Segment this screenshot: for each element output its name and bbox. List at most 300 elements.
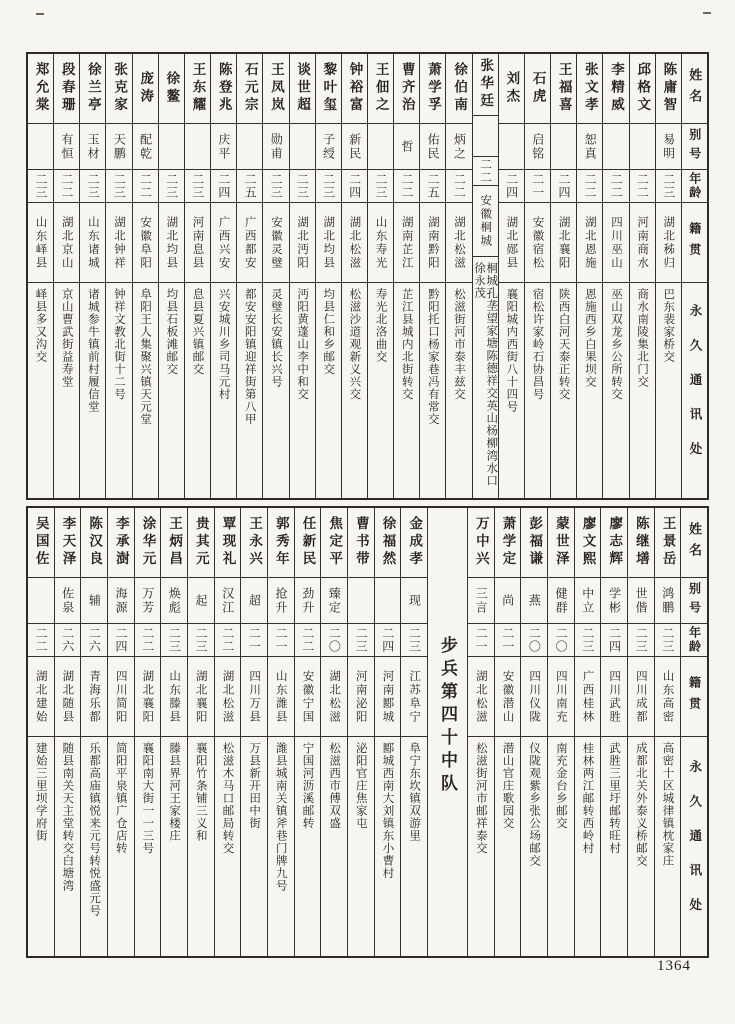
person-alias bbox=[28, 578, 54, 624]
person-name-text: 王永兴 bbox=[247, 516, 263, 569]
person-native-place bbox=[342, 203, 367, 283]
person-native-place-text: 湖北建始 bbox=[34, 669, 47, 724]
person-native-place bbox=[446, 203, 471, 283]
person-address bbox=[368, 283, 393, 498]
person-column bbox=[107, 508, 134, 956]
person-age-text: 二六 bbox=[60, 627, 75, 653]
person-alias bbox=[80, 124, 105, 170]
person-native-place bbox=[290, 203, 315, 283]
person-native-place bbox=[628, 657, 654, 737]
person-address-text: 简阳平泉镇广仓店转 bbox=[114, 742, 127, 855]
person-name-text: 刘杰 bbox=[504, 71, 520, 106]
person-native-place bbox=[80, 203, 105, 283]
person-alias bbox=[603, 124, 628, 170]
person-alias bbox=[446, 124, 471, 170]
person-name bbox=[161, 508, 187, 578]
person-name bbox=[468, 508, 494, 578]
header-age-text: 年龄 bbox=[687, 626, 702, 654]
person-age-text: 二五 bbox=[243, 173, 258, 199]
person-age-text: 二一 bbox=[474, 627, 489, 653]
person-address bbox=[525, 283, 550, 498]
scan-corner-mark-right bbox=[703, 12, 711, 14]
person-name-text: 彭福谦 bbox=[527, 516, 543, 569]
person-column bbox=[550, 54, 576, 498]
person-age bbox=[321, 624, 347, 657]
person-name-text: 李承澍 bbox=[113, 516, 129, 569]
person-address-text: 芷江县城内北街转交 bbox=[400, 288, 413, 401]
person-column bbox=[289, 54, 315, 498]
person-column bbox=[494, 508, 521, 956]
person-native-place-text: 湖南芷江 bbox=[400, 215, 413, 270]
person-native-place-text: 安徽桐城 bbox=[479, 194, 492, 249]
person-age-text: 二二 bbox=[400, 173, 414, 199]
person-name-text: 徐鳌 bbox=[164, 71, 180, 106]
person-alias-text: 玉材 bbox=[86, 132, 101, 161]
person-age-text: 二一 bbox=[500, 627, 515, 653]
person-native-place-text: 湖北松滋 bbox=[474, 669, 487, 724]
person-alias bbox=[342, 124, 367, 170]
person-name bbox=[348, 508, 374, 578]
person-address bbox=[81, 737, 107, 956]
person-native-place bbox=[548, 657, 574, 737]
person-native-place-text: 江苏阜宁 bbox=[408, 669, 421, 724]
person-column bbox=[105, 54, 131, 498]
person-name-text: 李天泽 bbox=[60, 516, 76, 569]
person-native-place bbox=[630, 203, 655, 283]
person-alias bbox=[401, 578, 427, 624]
person-age-text: 二三 bbox=[354, 627, 369, 653]
person-native-place-text: 河南商水 bbox=[636, 215, 649, 270]
person-native-place-text: 湖北秭归 bbox=[662, 215, 675, 270]
person-name-text: 万中兴 bbox=[473, 516, 489, 569]
person-address bbox=[215, 737, 241, 956]
person-address-text: 随县南关天主堂转交白塘湾 bbox=[61, 742, 74, 892]
header-alias bbox=[682, 124, 707, 170]
header-native-text: 籍贯 bbox=[687, 221, 702, 264]
person-address bbox=[575, 737, 601, 956]
person-age-text: 二二 bbox=[140, 627, 155, 653]
person-address-text: 建始三里坝学府街 bbox=[34, 742, 47, 842]
person-age bbox=[401, 624, 427, 657]
person-native-place-text: 山东高密 bbox=[661, 669, 674, 724]
person-age bbox=[80, 170, 105, 203]
person-name bbox=[601, 508, 627, 578]
person-name-text: 吴国佐 bbox=[33, 516, 49, 569]
person-name bbox=[495, 508, 521, 578]
person-age-text: 二三 bbox=[194, 627, 209, 653]
person-alias bbox=[290, 124, 315, 170]
person-name bbox=[159, 54, 184, 124]
header-column bbox=[681, 54, 707, 498]
person-address-text: 潍县城南关镇斧巷门牌九号 bbox=[274, 742, 287, 892]
person-age bbox=[420, 170, 445, 203]
person-native-place bbox=[394, 203, 419, 283]
person-age-text: 二四 bbox=[607, 627, 622, 653]
person-age-text: 二三 bbox=[295, 173, 310, 199]
person-native-place bbox=[211, 203, 236, 283]
person-address bbox=[495, 737, 521, 956]
header-name bbox=[682, 54, 707, 124]
person-address-text: 均县石板滩邮交 bbox=[165, 288, 178, 376]
header-age bbox=[681, 624, 707, 657]
person-alias bbox=[28, 124, 53, 170]
header-native bbox=[682, 203, 707, 283]
person-address-text: 都安安阳镇迎祥街第八甲 bbox=[243, 288, 256, 426]
person-age-text: 二三 bbox=[373, 173, 388, 199]
header-address bbox=[681, 737, 707, 956]
person-alias bbox=[368, 124, 393, 170]
person-name bbox=[316, 54, 341, 124]
person-address bbox=[237, 283, 262, 498]
person-native-place bbox=[551, 203, 576, 283]
person-native-place bbox=[603, 203, 628, 283]
person-age bbox=[468, 624, 494, 657]
person-native-place bbox=[348, 657, 374, 737]
person-column bbox=[160, 508, 187, 956]
person-native-place bbox=[499, 203, 524, 283]
person-name bbox=[133, 54, 158, 124]
person-age bbox=[268, 624, 294, 657]
person-alias bbox=[108, 578, 134, 624]
header-native-text: 籍贯 bbox=[687, 675, 702, 718]
person-address bbox=[603, 283, 628, 498]
person-alias bbox=[237, 124, 262, 170]
person-address bbox=[342, 283, 367, 498]
person-alias-text: 佑民 bbox=[426, 132, 441, 161]
person-native-place bbox=[525, 203, 550, 283]
person-native-place bbox=[575, 657, 601, 737]
person-alias bbox=[215, 578, 241, 624]
person-name bbox=[80, 54, 105, 124]
person-native-place bbox=[656, 203, 681, 283]
person-name bbox=[28, 54, 53, 124]
person-address-text: 乐都高庙镇悦来元号转悦盛元号 bbox=[88, 742, 101, 917]
header-name-text: 姓名 bbox=[686, 521, 702, 564]
person-alias bbox=[316, 124, 341, 170]
person-native-place-text: 湖北松滋 bbox=[328, 669, 341, 724]
person-column bbox=[54, 508, 81, 956]
person-name bbox=[342, 54, 367, 124]
person-address-text: 襄阳竹条铺三义和 bbox=[194, 742, 207, 842]
person-alias bbox=[185, 124, 210, 170]
person-age bbox=[185, 170, 210, 203]
person-age bbox=[446, 170, 471, 203]
person-address bbox=[28, 737, 54, 956]
person-name bbox=[185, 54, 210, 124]
person-column bbox=[547, 508, 574, 956]
person-address bbox=[601, 737, 627, 956]
person-age bbox=[521, 624, 547, 657]
person-native-place bbox=[263, 203, 288, 283]
person-address-text: 宁国河沥溪邮转 bbox=[301, 742, 314, 830]
person-name-text: 涂华元 bbox=[140, 516, 156, 569]
person-alias-text: 起 bbox=[194, 593, 209, 608]
person-alias bbox=[473, 116, 498, 157]
person-name-text: 郭秀年 bbox=[273, 516, 289, 569]
person-column bbox=[158, 54, 184, 498]
person-age-text: 二三 bbox=[112, 173, 127, 199]
person-alias bbox=[375, 578, 401, 624]
person-native-place-text: 湖北郧县 bbox=[505, 215, 518, 270]
person-address-text: 潜山官庄歌园交 bbox=[501, 742, 514, 830]
person-name-text: 萧学定 bbox=[500, 516, 516, 569]
person-age-text: 二三 bbox=[190, 173, 205, 199]
person-column bbox=[419, 54, 445, 498]
person-age-text: 二三 bbox=[321, 173, 336, 199]
person-native-place bbox=[495, 657, 521, 737]
person-alias-text: 有恒 bbox=[59, 132, 74, 161]
person-column bbox=[240, 508, 267, 956]
person-column bbox=[574, 508, 601, 956]
person-native-place bbox=[188, 657, 214, 737]
person-age bbox=[575, 624, 601, 657]
person-name bbox=[237, 54, 262, 124]
person-address-text: 息县夏兴镇邮交 bbox=[191, 288, 204, 376]
person-address bbox=[521, 737, 547, 956]
person-name-text: 谈世超 bbox=[295, 62, 311, 115]
person-name-text: 石元宗 bbox=[242, 62, 258, 115]
roster-table-bottom bbox=[26, 506, 709, 958]
person-age bbox=[368, 170, 393, 203]
person-name-text: 陈庸智 bbox=[661, 62, 677, 115]
person-alias-text: 配乾 bbox=[138, 132, 153, 161]
person-native-place-text: 湖北钟祥 bbox=[113, 215, 126, 270]
person-age-text: 二〇 bbox=[527, 627, 542, 653]
header-column bbox=[680, 508, 707, 956]
person-column bbox=[472, 54, 498, 498]
person-address bbox=[135, 737, 161, 956]
person-name-text: 黎叶玺 bbox=[321, 62, 337, 115]
person-age bbox=[495, 624, 521, 657]
person-native-place-text: 湖北襄阳 bbox=[557, 215, 570, 270]
person-name bbox=[188, 508, 214, 578]
person-address-text: 巫山双龙乡公所转交 bbox=[609, 288, 622, 401]
person-address-text: 松滋木马口邮局转交 bbox=[221, 742, 234, 855]
person-name-text: 王炳昌 bbox=[167, 516, 183, 569]
person-native-place-text: 湖北均县 bbox=[165, 215, 178, 270]
person-column bbox=[520, 508, 547, 956]
person-native-place bbox=[473, 186, 498, 257]
person-age bbox=[55, 624, 81, 657]
person-name bbox=[81, 508, 107, 578]
person-age-text: 二二 bbox=[138, 173, 153, 199]
person-native-place bbox=[420, 203, 445, 283]
person-address bbox=[394, 283, 419, 498]
header-address-text: 永久通讯处 bbox=[687, 304, 702, 477]
person-native-place-text: 河南泌阳 bbox=[354, 669, 367, 724]
person-alias bbox=[577, 124, 602, 170]
person-address bbox=[28, 283, 53, 498]
person-age bbox=[342, 170, 367, 203]
person-native-place bbox=[321, 657, 347, 737]
person-age-text: 二二 bbox=[220, 627, 235, 653]
person-column bbox=[315, 54, 341, 498]
person-name-text: 蒙世泽 bbox=[553, 516, 569, 569]
person-age bbox=[215, 624, 241, 657]
person-column bbox=[347, 508, 374, 956]
person-native-place-text: 湖北沔阳 bbox=[296, 215, 309, 270]
person-address-text: 黔阳托口杨家巷冯有常交 bbox=[426, 288, 439, 426]
person-alias-text: 抢升 bbox=[274, 586, 289, 615]
person-age-text: 二一 bbox=[247, 627, 262, 653]
person-alias-text: 万芳 bbox=[140, 586, 155, 615]
person-alias-text: 哲 bbox=[400, 139, 414, 154]
person-age bbox=[81, 624, 107, 657]
person-column bbox=[627, 508, 654, 956]
person-name-text: 陈继墡 bbox=[633, 516, 649, 569]
person-alias-text: 世偕 bbox=[634, 586, 649, 615]
person-age-text: 二四 bbox=[216, 173, 231, 199]
person-alias-text: 中立 bbox=[580, 586, 595, 615]
person-alias bbox=[135, 578, 161, 624]
person-native-place-text: 四川武胜 bbox=[608, 669, 621, 724]
person-address bbox=[630, 283, 655, 498]
person-name bbox=[473, 54, 498, 116]
person-age-text: 二二 bbox=[34, 627, 48, 653]
person-alias-text: 炳之 bbox=[452, 132, 467, 161]
person-age-text: 二三 bbox=[407, 627, 422, 653]
person-alias-text: 庆平 bbox=[216, 132, 231, 161]
person-address bbox=[628, 737, 654, 956]
person-alias-text: 超 bbox=[247, 593, 262, 608]
person-column bbox=[524, 54, 550, 498]
person-address-text: 钟祥文教北街十二号 bbox=[113, 288, 126, 401]
person-age-text: 二五 bbox=[426, 173, 441, 199]
person-column bbox=[367, 54, 393, 498]
person-age-text: 二六 bbox=[87, 627, 102, 653]
header-age bbox=[682, 170, 707, 203]
person-column bbox=[400, 508, 427, 956]
person-name bbox=[656, 54, 681, 124]
person-age bbox=[133, 170, 158, 203]
person-name bbox=[290, 54, 315, 124]
person-alias-text: 天鹏 bbox=[112, 132, 127, 161]
person-age-text: 二二 bbox=[59, 173, 74, 199]
person-age-text: 二一 bbox=[274, 627, 289, 653]
person-alias bbox=[575, 578, 601, 624]
person-address-text: 成都北关外泰义桥邮交 bbox=[634, 742, 647, 867]
person-address bbox=[268, 737, 294, 956]
header-name-text: 姓名 bbox=[687, 67, 703, 110]
person-native-place bbox=[368, 203, 393, 283]
person-age-text: 二〇 bbox=[327, 627, 342, 653]
person-age-text: 二三 bbox=[660, 627, 675, 653]
person-native-place-text: 湖北恩施 bbox=[583, 215, 596, 270]
person-address-text: 松滋沙道观新义兴交 bbox=[348, 288, 361, 401]
person-column bbox=[374, 508, 401, 956]
person-age-text: 二三 bbox=[33, 173, 48, 199]
person-alias bbox=[394, 124, 419, 170]
person-name-text: 王福喜 bbox=[556, 62, 572, 115]
person-name-text: 覃现礼 bbox=[220, 516, 236, 569]
person-alias-text: 恕真 bbox=[583, 132, 598, 161]
person-native-place-text: 湖北松滋 bbox=[348, 215, 361, 270]
person-name-text: 徐伯南 bbox=[452, 62, 468, 115]
person-native-place bbox=[521, 657, 547, 737]
person-alias bbox=[348, 578, 374, 624]
person-address-text: 峄县多又沟交 bbox=[34, 288, 47, 363]
person-alias bbox=[548, 578, 574, 624]
person-native-place-text: 安徽宿松 bbox=[531, 215, 544, 270]
person-address-text: 襄阳城内西街八十四号 bbox=[505, 288, 518, 413]
person-native-place bbox=[28, 203, 53, 283]
person-age bbox=[348, 624, 374, 657]
person-native-place-text: 湖北松滋 bbox=[453, 215, 466, 270]
person-age bbox=[211, 170, 236, 203]
person-address-text: 兴安城川乡司马元村 bbox=[217, 288, 230, 401]
person-name-text: 金成孝 bbox=[407, 516, 423, 569]
header-age-text: 年龄 bbox=[687, 172, 702, 200]
person-alias bbox=[55, 578, 81, 624]
person-column bbox=[53, 54, 79, 498]
person-age bbox=[135, 624, 161, 657]
person-column bbox=[267, 508, 294, 956]
person-address bbox=[211, 283, 236, 498]
person-age-text: 二二 bbox=[478, 158, 493, 185]
person-native-place bbox=[108, 657, 134, 737]
person-native-place-text: 安徽潜山 bbox=[501, 669, 514, 724]
person-age bbox=[499, 170, 524, 203]
person-alias bbox=[295, 578, 321, 624]
person-address-text: 京山曹武街益寿堂 bbox=[60, 288, 73, 388]
person-native-place-text: 四川仪陇 bbox=[528, 669, 541, 724]
person-address bbox=[420, 283, 445, 498]
person-age bbox=[316, 170, 341, 203]
person-native-place bbox=[241, 657, 267, 737]
person-age-text: 二二 bbox=[609, 173, 624, 199]
person-address-text: 恩施西乡白果坝交 bbox=[583, 288, 596, 388]
person-name bbox=[499, 54, 524, 124]
person-address-text: 阜宁东坎镇双游里 bbox=[408, 742, 421, 842]
person-name bbox=[295, 508, 321, 578]
person-age-text: 二三 bbox=[164, 173, 179, 199]
person-address-text: 郾城西南大刘镇东小曹村 bbox=[381, 742, 394, 880]
person-name-text: 段春珊 bbox=[59, 62, 75, 115]
person-name bbox=[548, 508, 574, 578]
person-alias-text: 海源 bbox=[114, 586, 129, 615]
person-alias-text: 三言 bbox=[474, 586, 489, 615]
person-name-text: 贵其元 bbox=[193, 516, 209, 569]
person-address-text: 松滋西市傅双盛 bbox=[328, 742, 341, 830]
person-age bbox=[28, 170, 53, 203]
person-age bbox=[295, 624, 321, 657]
person-alias bbox=[551, 124, 576, 170]
header-native bbox=[681, 657, 707, 737]
person-address bbox=[655, 737, 681, 956]
person-age bbox=[241, 624, 267, 657]
person-address-text: 寿光北洛曲交 bbox=[374, 288, 387, 363]
person-column bbox=[28, 508, 54, 956]
person-column bbox=[214, 508, 241, 956]
person-native-place-text: 青海乐都 bbox=[88, 669, 101, 724]
person-alias bbox=[161, 578, 187, 624]
header-alias-text: 别号 bbox=[687, 581, 702, 620]
person-name bbox=[577, 54, 602, 124]
person-age-text: 二二 bbox=[635, 173, 650, 199]
person-name bbox=[263, 54, 288, 124]
person-column bbox=[467, 508, 494, 956]
section-divider-column bbox=[427, 508, 467, 956]
person-column bbox=[629, 54, 655, 498]
person-age-text: 二四 bbox=[380, 627, 395, 653]
person-native-place-text: 湖北襄阳 bbox=[194, 669, 207, 724]
person-age-text: 二一 bbox=[530, 173, 545, 199]
person-name-text: 李精威 bbox=[609, 62, 625, 115]
person-alias bbox=[499, 124, 524, 170]
person-name-text: 郑允棠 bbox=[33, 62, 49, 115]
person-address bbox=[446, 283, 471, 498]
person-native-place-text: 山东寿光 bbox=[374, 215, 387, 270]
